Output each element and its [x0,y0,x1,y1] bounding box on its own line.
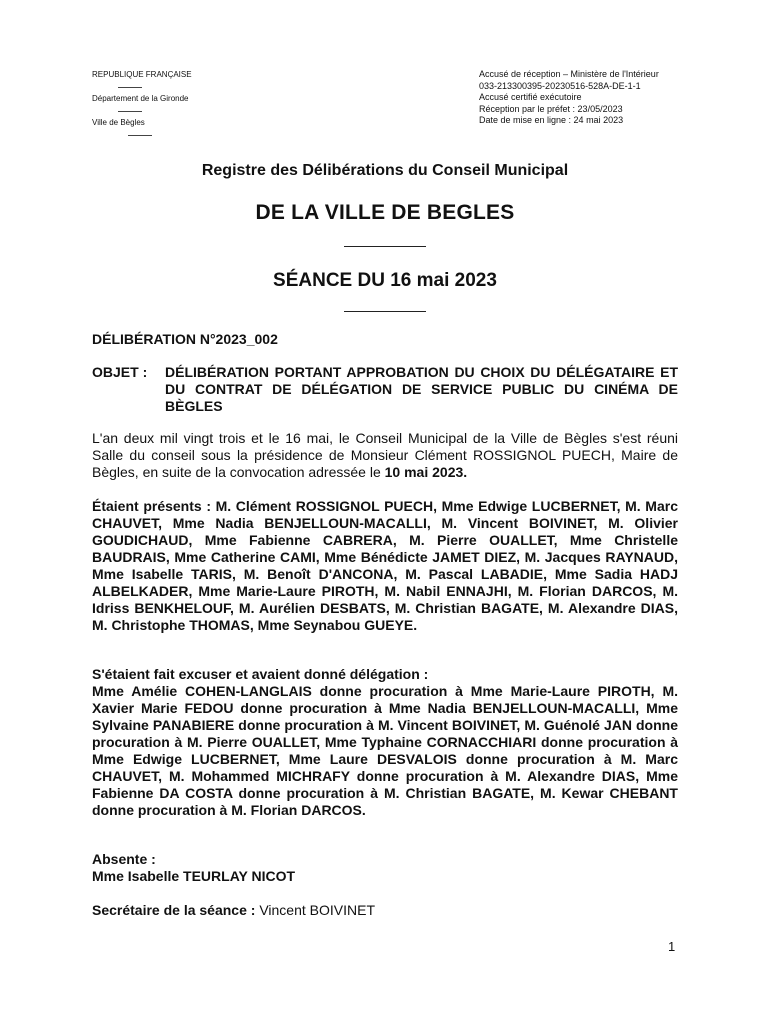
reception-prefet-date: Réception par le préfet : 23/05/2023 [479,103,623,114]
objet-label: OBJET : [92,364,148,380]
intro-paragraph [92,430,678,481]
convocation-date: 10 mai 2023. [384,464,468,480]
secretaire-name: Vincent BOIVINET [259,902,376,918]
excuses-section [92,666,678,819]
objet-section [92,364,678,415]
intro-text: L'an deux mil vingt trois et le 16 mai, le Conseil Municipal de la Ville de Bègles s'est réuni Salle du conseil sous la présidence de Monsieur Clément ROSSIGNOL PUECH, Maire de Bègles, en suite de la convocation adressée le [92,430,678,480]
absente-name: Mme Isabelle TEURLAY NICOT [92,868,296,884]
reception-certified: Accusé certifié exécutoire [479,92,582,102]
absente-heading: Absente : [92,851,156,867]
department-label: Département de la Gironde [92,94,189,103]
city-label: Ville de Bègles [92,118,145,127]
reception-stamp-block [479,69,709,127]
title-divider [344,311,426,312]
page-number: 1 [668,939,676,954]
secretaire-label: Secrétaire de la séance : [92,902,256,918]
presents-paragraph: Étaient présents : M. Clément ROSSIGNOL PUECH, Mme Edwige LUCBERNET, M. Marc CHAUVET, Mme Nadia BENJELLOUN-MACALLI, M. Vincent BOIVINET, M. Olivier GOUDICHAUD, Mme Fabienne CABRERA, M. Pierre OUALLET, Mme Christelle BAUDRAIS, Mme Catherine CAMI, Mme Bénédicte JAMET DIEZ, M. Jacques RAYNAUD, Mme Isabelle TARIS, M. Benoît D'ANCONA, M. Pascal LABADIE, Mme Sadia HADJ ALBELKADER, Mme Marie-Laure PIROTH, M. Nabil ENNAJHI, M. Florian DARCOS, M. Idriss BENKHELOUF, M. Aurélien DESBATS, M. Christian BAGATE, M. Alexandre DIAS, M. Christophe THOMAS, Mme Seynabou GUEYE. [92,498,678,633]
header-separator [118,87,142,89]
reception-online-date: Date de mise en ligne : 24 mai 2023 [479,115,624,125]
excuses-text: Mme Amélie COHEN-LANGLAIS donne procuration à Mme Marie-Laure PIROTH, M. Xavier Marie FEDOU donne procuration à Mme Nadia BENJELLOUN-MACALLI, Mme Sylvaine PANABIERE donne procuration à M. Vincent BOIVINET, M. Guénolé JAN donne procuration à M. Pierre OUALLET, Mme Typhaine CORNACCHIARI donne procuration à Mme Edwige LUCBERNET, Mme Laure DESVALOIS donne procuration à M. Marc CHAUVET, M. Mohammed MICHRAFY donne procuration à M. Alexandre DIAS, Mme Fabienne DA COSTA donne procuration à M. Christian BAGATE, M. Kewar CHEBANT donne procuration à M. Florian DARCOS. [92,683,678,818]
title-divider [344,246,426,247]
excuses-heading: S'étaient fait excuser et avaient donné délégation : [92,666,429,682]
seance-title: SÉANCE DU 16 mai 2023 [273,270,497,291]
registre-title: Registre des Délibérations du Conseil Municipal [201,162,569,179]
objet-text: DÉLIBÉRATION PORTANT APPROBATION DU CHOIX DU DÉLÉGATAIRE ET DU CONTRAT DE DÉLÉGATION DE SERVICE PUBLIC DU CINÉMA DE BÈGLES [165,364,678,414]
absente-section [92,851,678,885]
reception-reference: 033-213300395-20230516-528A-DE-1-1 [479,80,641,91]
header-separator [118,111,142,113]
republic-label: REPUBLIQUE FRANÇAISE [92,70,192,79]
reception-line: Accusé de réception – Ministère de l'Intérieur [479,69,659,79]
ville-title: DE LA VILLE DE BEGLES [255,201,515,224]
header-separator [128,135,152,137]
deliberation-number: DÉLIBÉRATION N°2023_002 [92,331,278,347]
secretaire-section [92,902,678,919]
header-left-block [92,69,232,137]
